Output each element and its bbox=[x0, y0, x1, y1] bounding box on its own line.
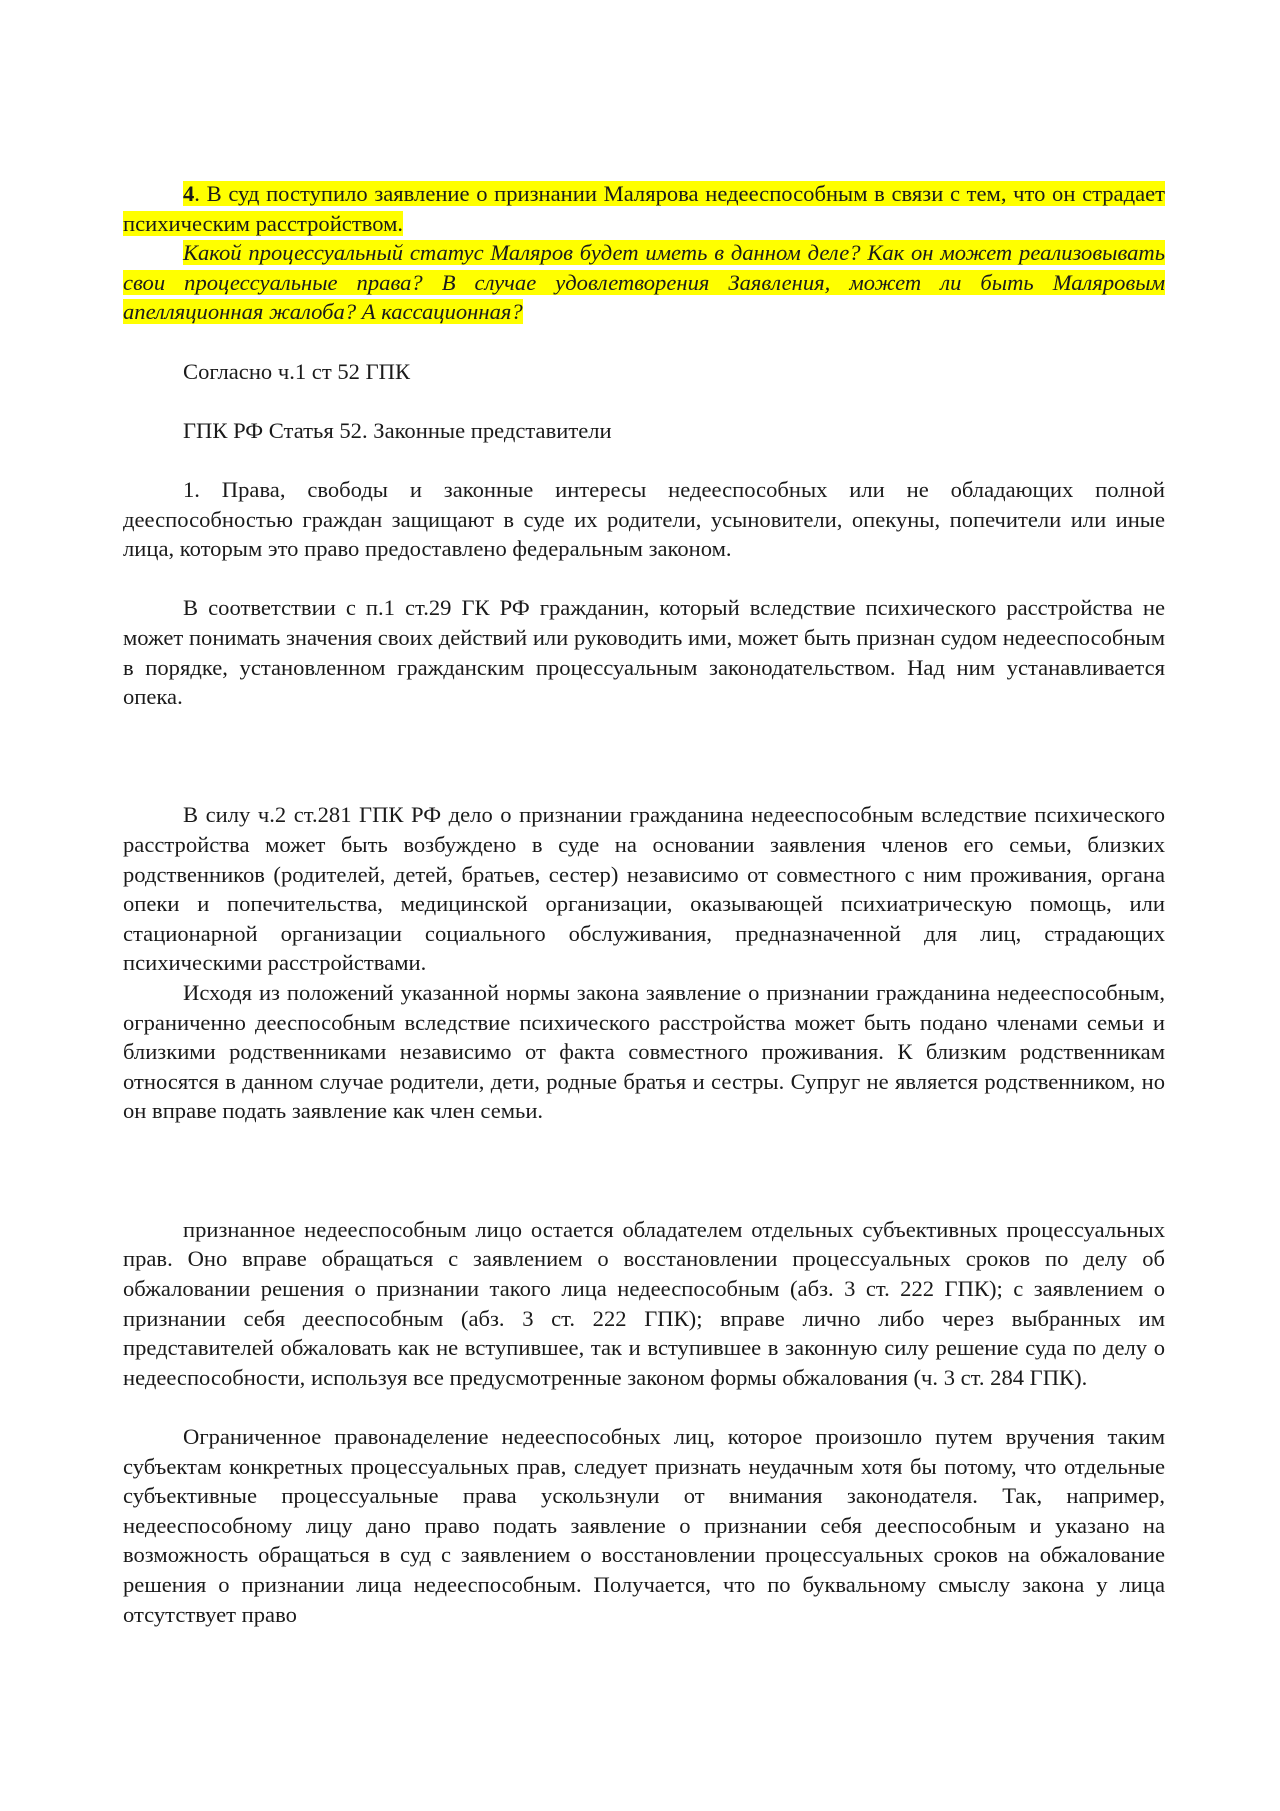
task-highlight bbox=[123, 181, 1165, 236]
article-title: ГПК РФ Статья 52. Законные представители bbox=[183, 417, 612, 443]
task-questions-text: Какой процессуальный статус Маляров будет иметь в данном деле? Как он может реализовывать свои процессуальные права? В случае удовлетворения Заявления, может ли быть Маляровым апелляционная жалоба? А кассационная? bbox=[123, 240, 1165, 325]
task-questions bbox=[123, 238, 1165, 327]
document-body bbox=[123, 179, 1165, 1629]
task-statement-text: . В суд поступило заявление о признании Малярова недееспособным в связи с тем, что он страдает психическим расстройством. bbox=[123, 181, 1165, 236]
limited-paragraph: Ограниченное правонаделение недееспособных лиц, которое произошло путем вручения таким субъектам конкретных процессуальных прав, следует признать неудачным хотя бы потому, что отдельные субъективные процессуальные права ускользнули от внимания законодателя. Так, например, недееспособному лицу дано право подать заявление о признании себя дееспособным и указано на возможность обращаться в суд с заявлением о восстановлении процессуальных сроков на обжалование решения о признании лица недееспособным. Получается, что по буквальному смыслу закона у лица отсутствует право bbox=[123, 1423, 1165, 1627]
gk-paragraph: В соответствии с п.1 ст.29 ГК РФ гражданин, который вследствие психического расстройства не может понимать значения своих действий или руководить ими, может быть признан судом недееспособным в порядке, установленном гражданским процессуальным законодательством. Над ним устанавливается опека. bbox=[123, 595, 1165, 710]
reference-line: Согласно ч.1 ст 52 ГПК bbox=[183, 358, 411, 384]
gpk281-paragraph: В силу ч.2 ст.281 ГПК РФ дело о признании гражданина недееспособным вследствие психического расстройства может быть возбуждено в суде на основании заявления членов его семьи, близких родственников (родителей, детей, братьев, сестер) независимо от совместного с ним проживания, органа опеки и попечительства, медицинской организации, оказывающей психиатрическую помощь, или стационарной организации социального обслуживания, предназначенной для лиц, страдающих психическими расстройствами. bbox=[123, 802, 1165, 976]
task-statement bbox=[123, 179, 1165, 238]
norm-paragraph: Исходя из положений указанной нормы закона заявление о признании гражданина недееспособным, ограниченно дееспособным вследствие психического расстройства может быть подано членами семьи и близкими родственниками независимо от факта совместного проживания. К близким родственникам относятся в данном случае родители, дети, родные братья и сестры. Супруг не является родственником, но он вправе подать заявление как член семьи. bbox=[123, 980, 1165, 1124]
rights-paragraph: признанное недееспособным лицо остается обладателем отдельных субъективных процессуальных прав. Оно вправе обращаться с заявлением о восстановлении процессуальных сроков по делу об обжаловании решения о признании такого лица недееспособным (абз. 3 ст. 222 ГПК); с заявлением о признании себя дееспособным (абз. 3 ст. 222 ГПК); вправе лично либо через выбранных им представителей обжаловать как не вступившее, так и вступившее в законную силу решение суда по делу о недееспособности, используя все предусмотренные законом формы обжалования (ч. 3 ст. 284 ГПК). bbox=[123, 1216, 1165, 1390]
task-number: 4 bbox=[183, 181, 195, 206]
article-text: 1. Права, свободы и законные интересы недееспособных или не обладающих полной дееспособностью граждан защищают в суде их родители, усыновители, опекуны, попечители или иные лица, которым это право предоставлено федеральным законом. bbox=[123, 476, 1165, 562]
